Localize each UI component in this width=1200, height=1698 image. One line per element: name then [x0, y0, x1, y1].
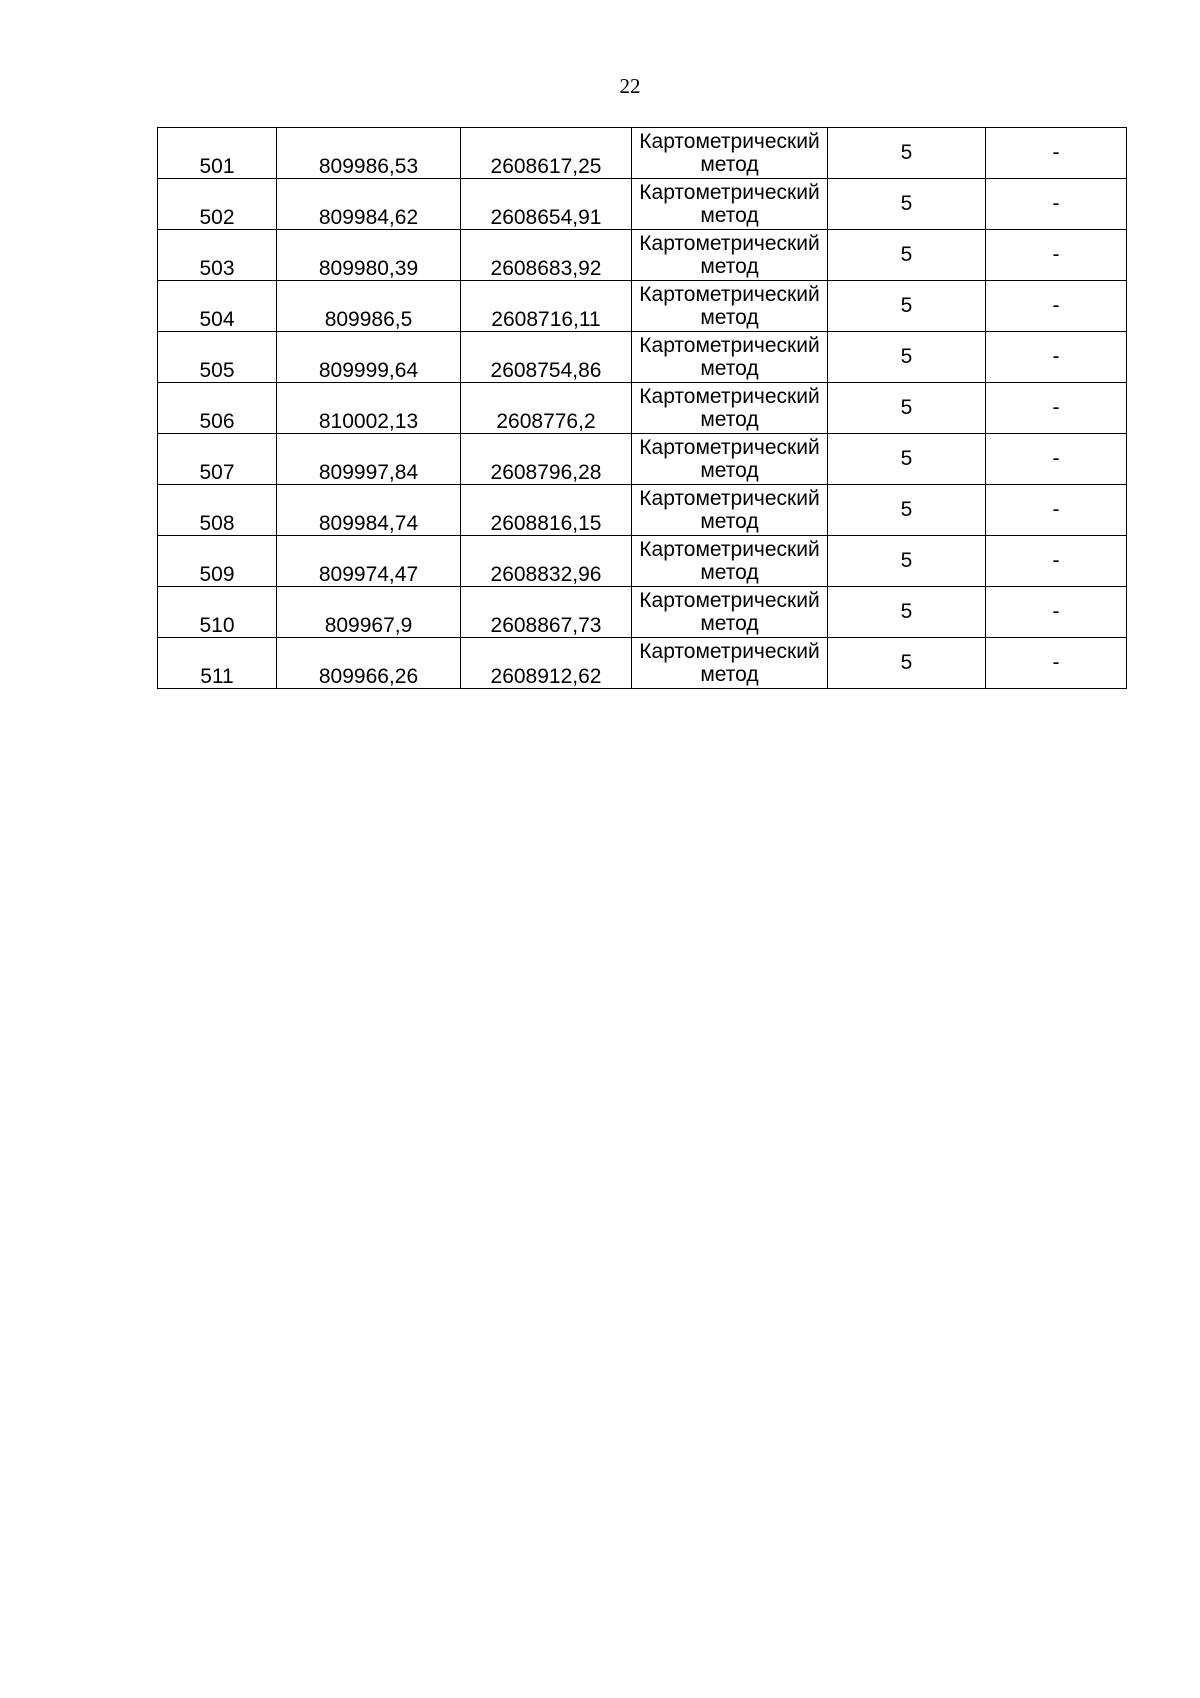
- method-line: метод: [700, 663, 759, 686]
- accuracy-cell: 5: [828, 281, 986, 332]
- y-coordinate-cell: 2608832,96: [461, 536, 632, 587]
- method-line: Картометрический: [639, 486, 820, 510]
- method-line: метод: [700, 204, 759, 227]
- method-cell: [632, 434, 828, 485]
- x-coordinate-cell: 809984,74: [277, 485, 461, 536]
- method-line: метод: [700, 153, 759, 176]
- table-row: [158, 281, 1127, 332]
- method-cell: [632, 638, 828, 689]
- description-cell: -: [986, 128, 1127, 179]
- x-coordinate-cell: 809974,47: [277, 536, 461, 587]
- x-coordinate-cell: 809966,26: [277, 638, 461, 689]
- description-cell: -: [986, 230, 1127, 281]
- y-coordinate-cell: 2608683,92: [461, 230, 632, 281]
- y-coordinate-cell: 2608816,15: [461, 485, 632, 536]
- y-coordinate-cell: 2608716,11: [461, 281, 632, 332]
- coordinates-table: [157, 127, 1127, 689]
- point-number-cell: 511: [158, 638, 277, 689]
- accuracy-cell: 5: [828, 638, 986, 689]
- point-number-cell: 501: [158, 128, 277, 179]
- y-coordinate-cell: 2608776,2: [461, 383, 632, 434]
- method-cell: [632, 536, 828, 587]
- method-line: метод: [700, 255, 759, 278]
- accuracy-cell: 5: [828, 230, 986, 281]
- description-cell: -: [986, 587, 1127, 638]
- point-number-cell: 510: [158, 587, 277, 638]
- y-coordinate-cell: 2608796,28: [461, 434, 632, 485]
- point-number-cell: 506: [158, 383, 277, 434]
- x-coordinate-cell: 809986,5: [277, 281, 461, 332]
- method-line: Картометрический: [639, 639, 820, 663]
- method-cell: [632, 230, 828, 281]
- table-row: [158, 383, 1127, 434]
- table-row: [158, 128, 1127, 179]
- y-coordinate-cell: 2608754,86: [461, 332, 632, 383]
- accuracy-cell: 5: [828, 383, 986, 434]
- method-line: метод: [700, 612, 759, 635]
- method-cell: [632, 128, 828, 179]
- method-line: метод: [700, 510, 759, 533]
- method-line: метод: [700, 459, 759, 482]
- method-line: Картометрический: [639, 537, 820, 561]
- method-line: метод: [700, 357, 759, 380]
- table-row: [158, 536, 1127, 587]
- method-cell: [632, 332, 828, 383]
- method-line: Картометрический: [639, 129, 820, 153]
- table-row: [158, 434, 1127, 485]
- table-row: [158, 485, 1127, 536]
- x-coordinate-cell: 809999,64: [277, 332, 461, 383]
- description-cell: -: [986, 536, 1127, 587]
- point-number-cell: 509: [158, 536, 277, 587]
- table-row: [158, 638, 1127, 689]
- page-number: 22: [619, 74, 641, 98]
- accuracy-cell: 5: [828, 536, 986, 587]
- method-cell: [632, 281, 828, 332]
- x-coordinate-cell: 809997,84: [277, 434, 461, 485]
- description-cell: -: [986, 383, 1127, 434]
- method-cell: [632, 179, 828, 230]
- accuracy-cell: 5: [828, 485, 986, 536]
- y-coordinate-cell: 2608912,62: [461, 638, 632, 689]
- point-number-cell: 505: [158, 332, 277, 383]
- method-line: метод: [700, 561, 759, 584]
- x-coordinate-cell: 809967,9: [277, 587, 461, 638]
- table-row: [158, 179, 1127, 230]
- description-cell: -: [986, 434, 1127, 485]
- method-cell: [632, 485, 828, 536]
- description-cell: -: [986, 638, 1127, 689]
- point-number-cell: 502: [158, 179, 277, 230]
- description-cell: -: [986, 332, 1127, 383]
- y-coordinate-cell: 2608617,25: [461, 128, 632, 179]
- method-line: Картометрический: [639, 588, 820, 612]
- method-line: Картометрический: [639, 435, 820, 459]
- accuracy-cell: 5: [828, 587, 986, 638]
- table-row: [158, 587, 1127, 638]
- method-line: Картометрический: [639, 231, 820, 255]
- description-cell: -: [986, 281, 1127, 332]
- y-coordinate-cell: 2608654,91: [461, 179, 632, 230]
- point-number-cell: 507: [158, 434, 277, 485]
- method-cell: [632, 383, 828, 434]
- accuracy-cell: 5: [828, 179, 986, 230]
- accuracy-cell: 5: [828, 332, 986, 383]
- method-line: Картометрический: [639, 384, 820, 408]
- y-coordinate-cell: 2608867,73: [461, 587, 632, 638]
- description-cell: -: [986, 179, 1127, 230]
- method-line: Картометрический: [639, 333, 820, 357]
- point-number-cell: 504: [158, 281, 277, 332]
- table-row: [158, 230, 1127, 281]
- x-coordinate-cell: 809984,62: [277, 179, 461, 230]
- coordinates-table-body: [158, 128, 1127, 689]
- method-line: метод: [700, 408, 759, 431]
- x-coordinate-cell: 809980,39: [277, 230, 461, 281]
- x-coordinate-cell: 810002,13: [277, 383, 461, 434]
- x-coordinate-cell: 809986,53: [277, 128, 461, 179]
- method-cell: [632, 587, 828, 638]
- accuracy-cell: 5: [828, 128, 986, 179]
- point-number-cell: 503: [158, 230, 277, 281]
- description-cell: -: [986, 485, 1127, 536]
- method-line: метод: [700, 306, 759, 329]
- point-number-cell: 508: [158, 485, 277, 536]
- accuracy-cell: 5: [828, 434, 986, 485]
- table-row: [158, 332, 1127, 383]
- method-line: Картометрический: [639, 180, 820, 204]
- method-line: Картометрический: [639, 282, 820, 306]
